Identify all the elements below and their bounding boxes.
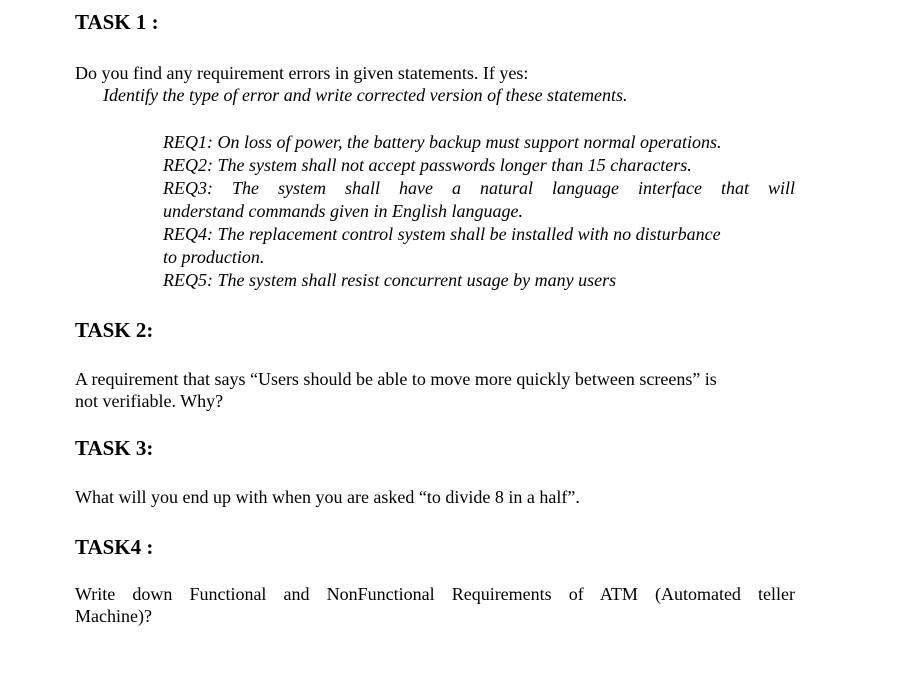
requirement-req1: REQ1: On loss of power, the battery backup must support normal operations. — [163, 132, 722, 152]
task3-heading: TASK 3: — [75, 436, 154, 460]
task4-heading: TASK4 : — [75, 535, 154, 559]
requirement-req3-line2: understand commands given in English language. — [163, 201, 523, 221]
requirement-req2: REQ2: The system shall not accept passwords longer than 15 characters. — [163, 155, 692, 175]
task1-instruction: Identify the type of error and write corrected version of these statements. — [103, 85, 628, 105]
task1-question: Do you find any requirement errors in given statements. If yes: — [75, 63, 529, 83]
task3-text: What will you end up with when you are asked “to divide 8 in a half”. — [75, 487, 580, 507]
task4-text — [75, 583, 795, 627]
requirements-list — [163, 131, 795, 292]
task2-text — [75, 368, 795, 412]
task4-text-line2: Machine)? — [75, 606, 152, 626]
requirement-req4-line1: REQ4: The replacement control system shall be installed with no disturbance — [163, 224, 721, 244]
requirement-req4-line2: to production. — [163, 247, 265, 267]
task2-text-line1: A requirement that says “Users should be able to move more quickly between screens” is — [75, 369, 717, 389]
requirement-req3-line1: REQ3: The system shall have a natural language interface that will — [163, 178, 795, 198]
task2-text-line2: not verifiable. Why? — [75, 391, 224, 411]
task1-heading: TASK 1 : — [75, 10, 159, 34]
task2-heading: TASK 2: — [75, 318, 154, 342]
requirement-req5: REQ5: The system shall resist concurrent usage by many users — [163, 270, 617, 290]
task4-text-line1: Write down Functional and NonFunctional Requirements of ATM (Automated teller — [75, 584, 795, 604]
